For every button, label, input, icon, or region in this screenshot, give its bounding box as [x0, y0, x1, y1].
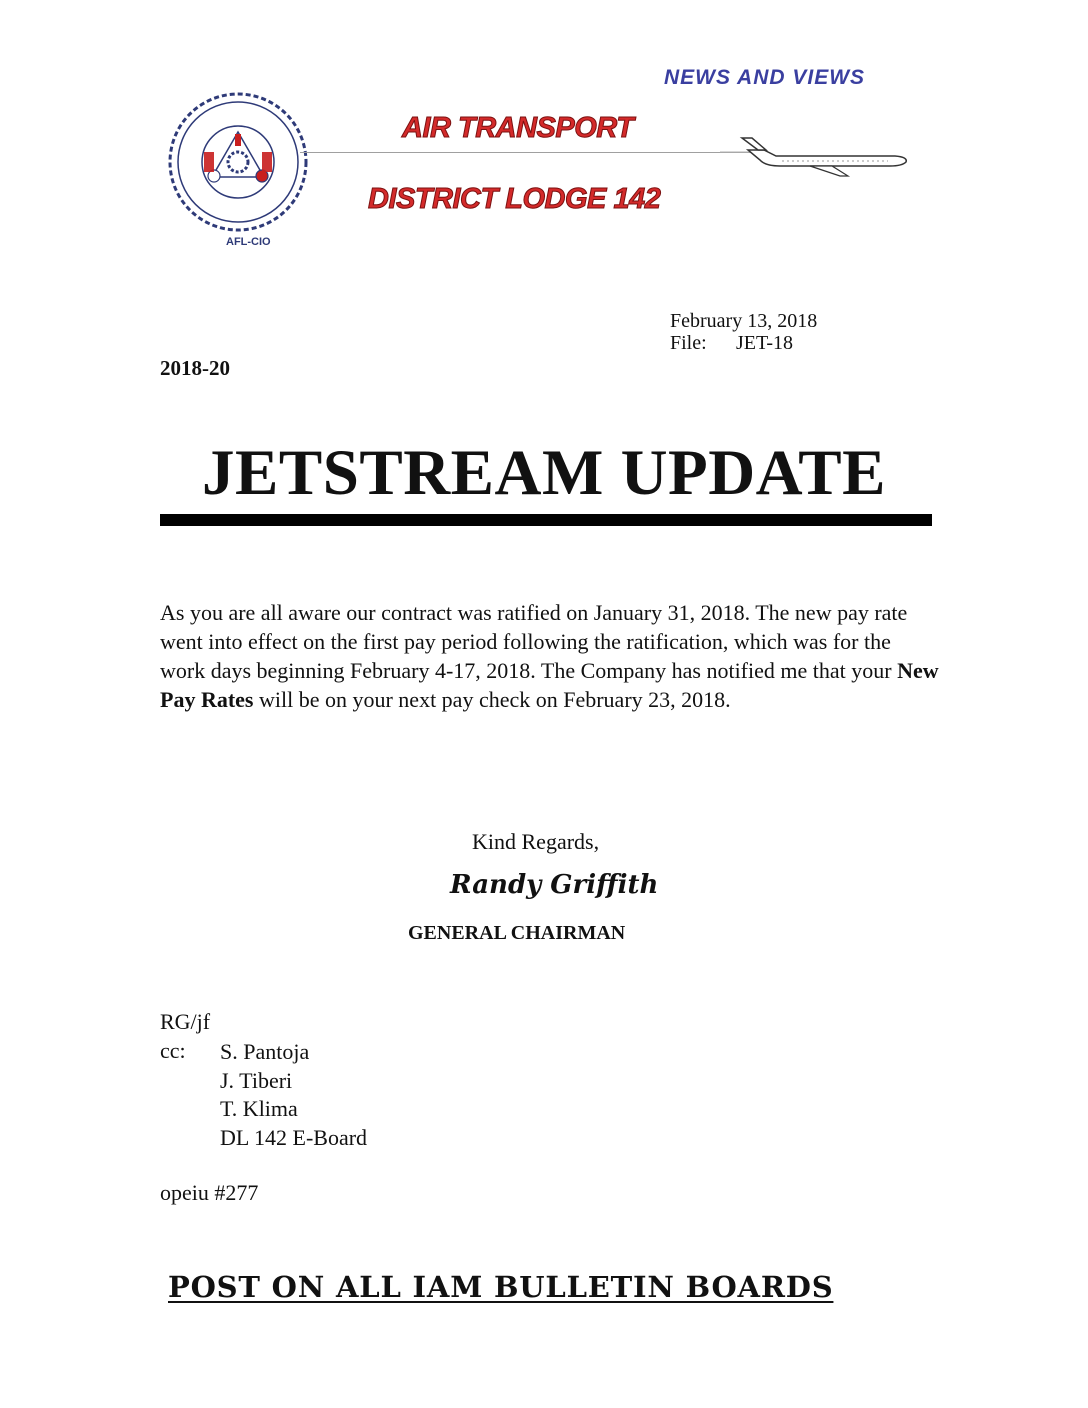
cc-list	[220, 1038, 367, 1152]
cc-recipient: S. Pantoja	[220, 1039, 310, 1064]
banner-rule	[300, 152, 760, 153]
cc-recipient: DL 142 E-Board	[220, 1124, 368, 1150]
news-and-views-label: NEWS AND VIEWS	[664, 66, 866, 89]
bulletin-number: 2018-20	[160, 356, 230, 380]
body-text-part2: will be on your next pay check on February 23, 2018.	[253, 687, 731, 712]
cc-recipient: J. Tiberi	[220, 1067, 293, 1093]
author-initials: RG/jf	[160, 1009, 211, 1034]
letter-date: February 13, 2018	[670, 310, 818, 332]
org-title-line2: DISTRICT LODGE 142	[368, 183, 661, 215]
airplane-icon	[720, 128, 910, 178]
cc-label: cc:	[160, 1038, 186, 1063]
afl-cio-label: AFL-CIO	[226, 236, 271, 248]
file-reference	[670, 332, 793, 355]
file-label: File:	[670, 332, 707, 354]
closing-regards: Kind Regards,	[472, 829, 600, 854]
body-text-part1: As you are all aware our contract was ratified on January 31, 2018. The new pay rate went into effect on the first pay period following the ratification, which was for the work days beginning February 4-17, 2018. The Company has notified me that your	[160, 600, 908, 683]
iam-seal-logo	[157, 90, 319, 235]
post-notice: POST ON ALL IAM BULLETIN BOARDS	[168, 1270, 834, 1304]
union-label: opeiu #277	[160, 1180, 259, 1205]
cc-recipient: T. Klima	[220, 1096, 298, 1121]
org-title-line1: AIR TRANSPORT	[402, 112, 634, 144]
signer-title: GENERAL CHAIRMAN	[408, 922, 626, 944]
signature: Randy Griffith	[450, 870, 659, 900]
body-text-bold: New Pay Rates	[160, 658, 939, 712]
file-value: JET-18	[736, 332, 794, 354]
headline: JETSTREAM UPDATE	[202, 437, 886, 509]
body-paragraph	[160, 598, 940, 714]
headline-rule	[160, 514, 932, 526]
